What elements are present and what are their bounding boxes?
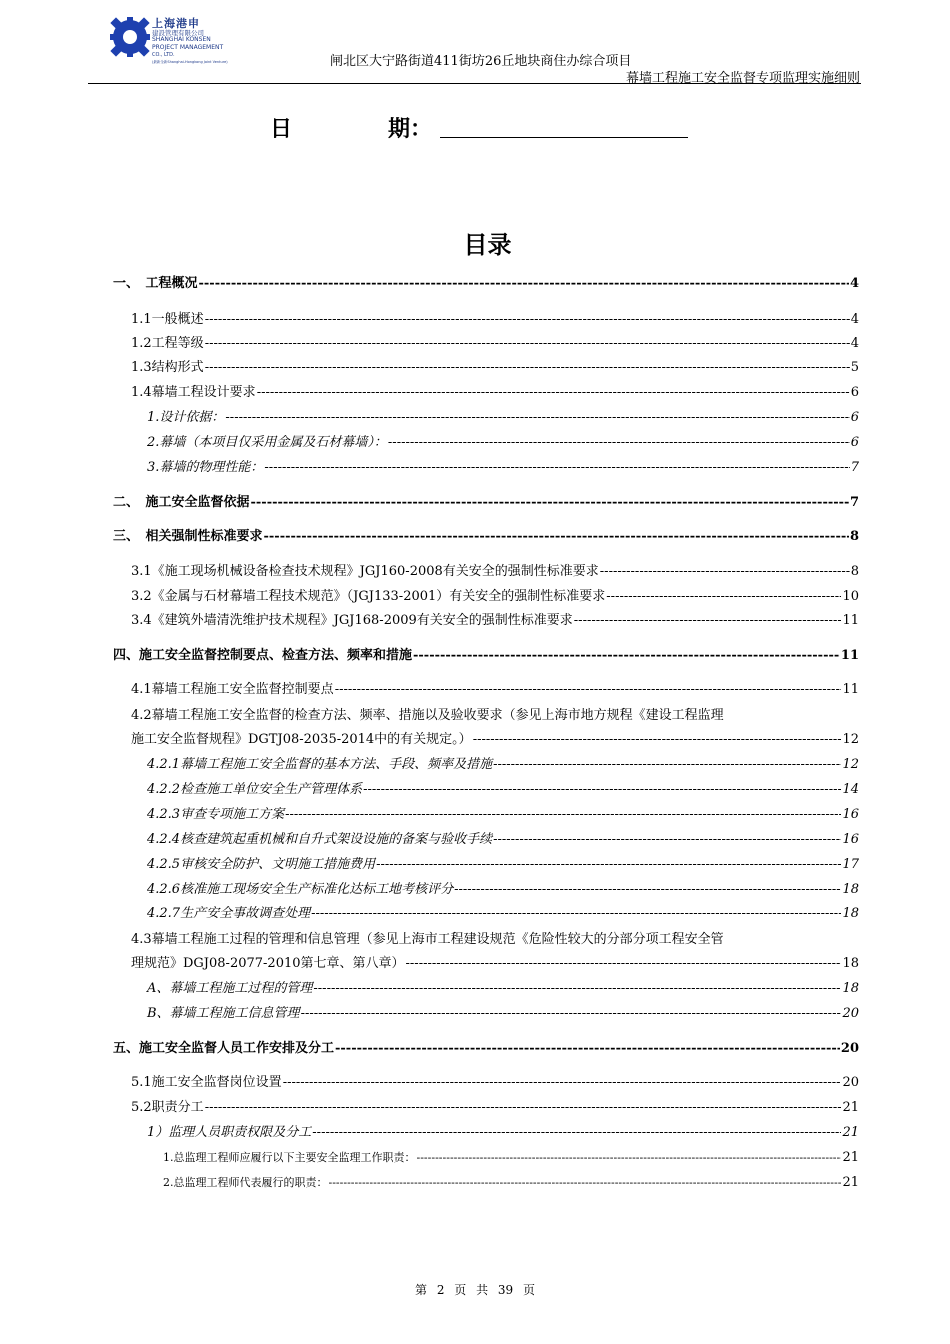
toc-leader <box>205 1098 842 1118</box>
toc-entry-page: 21 <box>842 1125 859 1140</box>
toc-entry-page: 12 <box>842 732 859 747</box>
toc-entry-text: 1.1一般概述 <box>131 312 204 327</box>
toc-entry[interactable] <box>147 458 859 478</box>
date-label-b: 期： <box>388 117 433 142</box>
toc-entry[interactable] <box>113 493 859 513</box>
toc-entry[interactable] <box>147 1004 859 1024</box>
toc-entry-page: 5 <box>850 360 859 375</box>
toc-entry-text: 4.2.1幕墙工程施工安全监督的基本方法、手段、频率及措施 <box>147 757 493 772</box>
toc-entry-page: 14 <box>842 782 859 797</box>
toc-entry-page: 6 <box>850 435 859 450</box>
toc-leader <box>225 408 849 428</box>
toc-entry-text: 4.2.7生产安全事故调查处理 <box>147 906 311 921</box>
toc-entry-text: 4.2.4核查建筑起重机械和自升式架设设施的备案与验收手续 <box>147 832 493 847</box>
toc-leader <box>264 527 849 547</box>
toc-leader <box>388 433 850 453</box>
toc-entry-text: 1.2工程等级 <box>131 336 204 351</box>
logo-company-cn: 上海港申 <box>152 17 200 30</box>
toc-entry-text: 理规范》DGJ08-2077-2010第七章、第八章） <box>131 956 405 971</box>
toc-entry-page: 21 <box>842 1175 859 1190</box>
toc-leader <box>199 274 849 294</box>
toc-entry-page: 21 <box>842 1100 859 1115</box>
toc-entry-text: A、幕墙工程施工过程的管理 <box>147 981 313 996</box>
toc-entry[interactable] <box>147 904 859 924</box>
toc-entry-text: 3.4《建筑外墙清洗维护技术规程》JGJ168-2009有关安全的强制性标准要求 <box>131 613 573 628</box>
toc-leader <box>205 334 850 354</box>
toc-leader <box>264 458 849 478</box>
toc-entry-text: 五、施工安全监督人员工作安排及分工 <box>113 1041 335 1056</box>
toc-leader <box>454 880 841 900</box>
toc-entry[interactable] <box>113 646 859 666</box>
date-label-a: 日 <box>270 117 293 142</box>
toc-leader <box>413 646 840 666</box>
toc-entry[interactable] <box>147 855 859 875</box>
toc-leader <box>205 358 850 378</box>
toc-entry-text: 1.设计依据： <box>147 410 225 425</box>
toc-entry-text: 1.3结构形式 <box>131 360 204 375</box>
toc-entry[interactable] <box>131 587 859 607</box>
toc-leader <box>283 1073 842 1093</box>
header-rule <box>88 83 861 84</box>
logo-company-cn2: 建設管理有限公司 <box>152 29 204 37</box>
logo-mark-icon <box>110 17 150 57</box>
toc-entry[interactable] <box>131 334 859 354</box>
toc-entry-page: 8 <box>849 529 859 544</box>
toc-leader <box>257 383 850 403</box>
toc-entry-text-line1: 4.2幕墙工程施工安全监督的检查方法、频率、措施以及验收要求（参见上海市地方规程《建设工程监理 <box>131 708 724 723</box>
toc-entry[interactable] <box>147 830 859 850</box>
toc-leader <box>493 830 841 850</box>
toc-entry[interactable] <box>131 680 859 700</box>
toc-entry-text: 5.1施工安全监督岗位设置 <box>131 1075 282 1090</box>
toc-entry-text: 一、 工程概况 <box>113 276 198 291</box>
toc-leader <box>251 493 849 513</box>
logo-company-en4: (最新全新Shanghai-Hongkong Joint Venture) <box>152 60 228 64</box>
toc-entry[interactable] <box>131 562 859 582</box>
toc-entry-text: 4.1幕墙工程施工安全监督控制要点 <box>131 682 334 697</box>
toc-leader <box>312 1123 841 1143</box>
toc-entry-page: 18 <box>842 956 859 971</box>
toc-leader <box>574 611 842 631</box>
toc-entry[interactable] <box>147 880 859 900</box>
toc-entry-text: 1.总监理工程师应履行以下主要安全监理工作职责： <box>163 1151 416 1164</box>
toc-entry-page: 20 <box>840 1041 859 1056</box>
toc-entry[interactable] <box>131 1098 859 1118</box>
toc-entry[interactable] <box>163 1148 859 1168</box>
toc-entry-page: 17 <box>842 857 859 872</box>
toc-entry-page: 18 <box>842 981 859 996</box>
toc-entry[interactable] <box>147 408 859 428</box>
toc-entry[interactable] <box>131 383 859 403</box>
toc-entry-text: 4.2.5审核安全防护、文明施工措施费用 <box>147 857 376 872</box>
toc-entry[interactable] <box>131 611 859 631</box>
date-blank-line <box>440 137 688 138</box>
toc-entry-page: 20 <box>842 1075 859 1090</box>
toc-leader <box>313 979 841 999</box>
toc-entry-text: 1）监理人员职责权限及分工 <box>147 1125 312 1140</box>
toc-leader <box>493 755 841 775</box>
toc-entry[interactable] <box>147 805 859 825</box>
toc-leader <box>301 1004 842 1024</box>
toc-leader <box>205 310 850 330</box>
toc-entry-page: 18 <box>842 906 859 921</box>
toc-entry-text: 4.2.2检查施工单位安全生产管理体系 <box>147 782 363 797</box>
toc-entry-page: 4 <box>850 312 859 327</box>
toc-entry[interactable] <box>147 780 859 800</box>
toc-entry-page: 11 <box>842 613 859 628</box>
company-logo <box>110 13 240 65</box>
logo-company-en1: SHANGHAI KONSEN <box>152 36 211 43</box>
toc-leader <box>473 730 842 750</box>
toc-entry[interactable] <box>131 1073 859 1093</box>
toc-leader <box>406 954 842 974</box>
toc-entry-page: 4 <box>850 336 859 351</box>
toc-entry-text: 3.2《金属与石材幕墙工程技术规范》（JGJ133-2001）有关安全的强制性标准要求 <box>131 589 606 604</box>
toc-title: 目录 <box>463 231 512 259</box>
toc-entry-text: 4.2.3审查专项施工方案 <box>147 807 285 822</box>
toc-entry[interactable] <box>131 730 859 750</box>
toc-entry-text: B、幕墙工程施工信息管理 <box>147 1006 300 1021</box>
toc-entry-page: 11 <box>840 648 859 663</box>
toc-entry[interactable] <box>113 527 859 547</box>
toc-entry-text: 四、施工安全监督控制要点、检查方法、频率和措施 <box>113 648 413 663</box>
toc-entry-page: 18 <box>842 882 859 897</box>
toc-entry-text: 3.1《施工现场机械设备检查技术规程》JGJ160-2008有关安全的强制性标准要求 <box>131 564 599 579</box>
toc-leader <box>606 587 841 607</box>
toc-entry-text: 施工安全监督规程》DGTJ08-2035-2014中的有关规定。） <box>131 732 472 747</box>
toc-leader <box>600 562 850 582</box>
toc-leader <box>417 1148 842 1168</box>
toc-entry-page: 6 <box>850 385 859 400</box>
toc-entry-page: 11 <box>842 682 859 697</box>
toc-entry-page: 4 <box>849 276 859 291</box>
header-doc-title: 幕墙工程施工安全监督专项监理实施细则 <box>625 71 860 86</box>
toc-entry[interactable] <box>113 274 859 294</box>
toc-entry[interactable] <box>163 1173 859 1193</box>
toc-entry-text: 2.幕墙（本项目仅采用金属及石材幕墙）： <box>147 435 387 450</box>
toc-leader <box>335 1039 840 1059</box>
toc-entry[interactable] <box>147 1123 859 1143</box>
toc-entry-text: 5.2职责分工 <box>131 1100 204 1115</box>
toc-entry[interactable] <box>131 954 859 974</box>
toc-entry-page: 16 <box>842 807 859 822</box>
toc-entry-page: 16 <box>842 832 859 847</box>
toc-entry-page: 7 <box>849 495 859 510</box>
toc-entry-text: 3.幕墙的物理性能： <box>147 460 264 475</box>
logo-company-en2: PROJECT MANAGEMENT <box>152 44 224 51</box>
toc-entry-page: 6 <box>850 410 859 425</box>
toc-leader <box>285 805 841 825</box>
toc-entry-page: 21 <box>842 1150 859 1165</box>
toc-entry-page: 12 <box>842 757 859 772</box>
toc-entry-text: 2.总监理工程师代表履行的职责： <box>163 1176 328 1189</box>
toc-entry-text: 4.2.6核准施工现场安全生产标准化达标工地考核评分 <box>147 882 454 897</box>
toc-entry-text: 二、 施工安全监督依据 <box>113 495 250 510</box>
toc-entry[interactable] <box>147 755 859 775</box>
toc-entry-text: 三、 相关强制性标准要求 <box>113 529 263 544</box>
toc-entry-page: 20 <box>842 1006 859 1021</box>
toc-leader <box>363 780 841 800</box>
toc-leader <box>376 855 841 875</box>
toc-leader <box>311 904 841 924</box>
toc-entry-page: 8 <box>850 564 859 579</box>
toc-entry[interactable] <box>131 310 859 330</box>
logo-company-en3: CO., LTD. <box>152 52 175 58</box>
toc-entry[interactable] <box>131 358 859 378</box>
toc-entry-page: 7 <box>850 460 859 475</box>
page-footer: 第 2 页 共 39 页 <box>415 1283 535 1297</box>
toc-entry-text: 1.4幕墙工程设计要求 <box>131 385 256 400</box>
toc-entry[interactable] <box>147 433 859 453</box>
toc-entry-text-line1: 4.3幕墙工程施工过程的管理和信息管理（参见上海市工程建设规范《危险性较大的分部分项工程安全管 <box>131 932 724 947</box>
toc-leader <box>335 680 842 700</box>
toc-entry[interactable] <box>113 1039 859 1059</box>
header-project-name: 闸北区大宁路街道411街坊26丘地块商住办综合项目 <box>330 54 632 69</box>
toc-leader <box>329 1173 842 1193</box>
toc-entry-page: 10 <box>842 589 859 604</box>
toc-entry[interactable] <box>147 979 859 999</box>
